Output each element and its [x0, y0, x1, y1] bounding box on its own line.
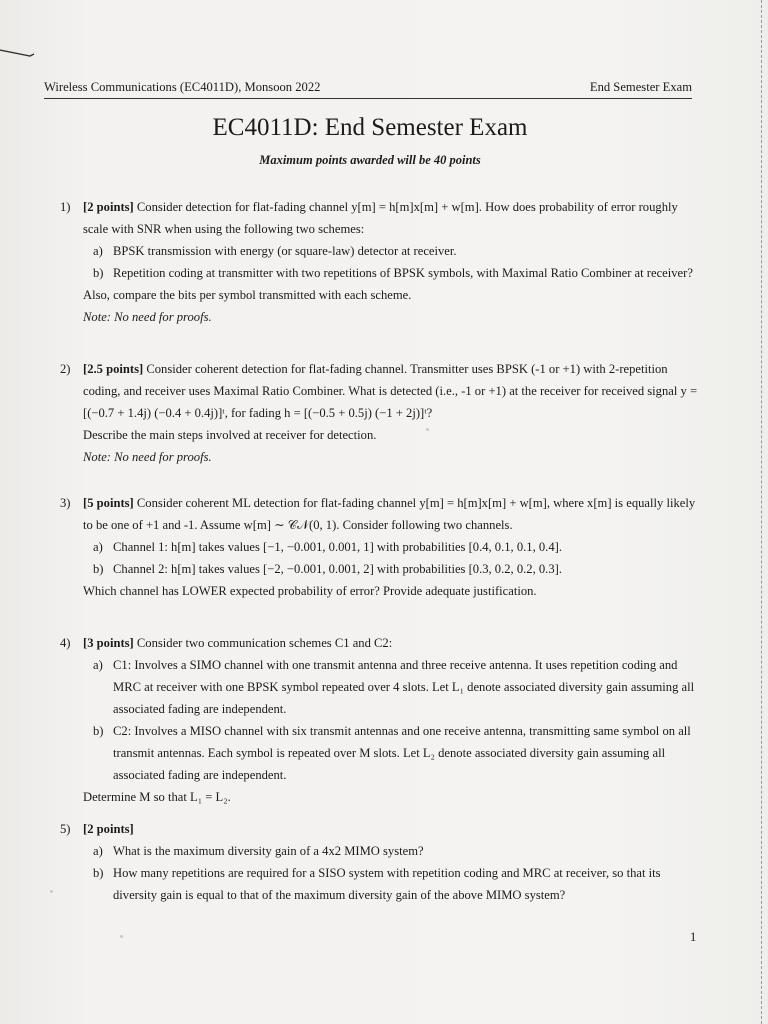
part-label: b): [93, 562, 104, 576]
question-trailing: Also, compare the bits per symbol transmitted with each scheme.: [83, 288, 412, 302]
question-part: [93, 720, 700, 786]
question-number: 5): [60, 822, 71, 836]
course-name: Wireless Communications (EC4011D), Monsoon 2022: [44, 80, 321, 94]
part-text: What is the maximum diversity gain of a 4x2 MIMO system?: [113, 844, 424, 858]
question-trailing: Which channel has LOWER expected probability of error? Provide adequate justification.: [83, 584, 537, 598]
exam-title: EC4011D: End Semester Exam: [212, 114, 528, 141]
part-text: BPSK transmission with energy (or square-law) detector at receiver.: [113, 244, 457, 258]
question-trailing: Describe the main steps involved at receiver for detection.: [83, 428, 377, 442]
question-text: Consider coherent detection for flat-fading channel. Transmitter uses BPSK (-1 or +1) with 2-repetition coding, and receiver uses Maximal Ratio Combiner. What is detected (i.e., -1 or +1) at the receiver for received signal y = [(−0.7 + 1.4j) (−0.4 + 0.4j)]ᵗ, for fading h = [(−0.5 + 0.5j) (−1 + 2j)]ᵗ?: [83, 362, 698, 420]
question-part: [93, 862, 700, 906]
question-points: [2 points]: [83, 200, 134, 214]
question-text: Consider two communication schemes C1 and C2:: [136, 636, 393, 650]
exam-subtitle: Maximum points awarded will be 40 points: [259, 153, 481, 167]
question-points: [2.5 points]: [83, 362, 144, 376]
part-text: Repetition coding at transmitter with two repetitions of BPSK symbols, with Maximal Ratio Combiner at receiver?: [113, 266, 693, 280]
paper-speck: [426, 428, 429, 431]
question-part: [93, 536, 700, 558]
question-text: Consider detection for flat-fading channel y[m] = h[m]x[m] + w[m]. How does probability of error roughly scale with SNR when using the following two schemes:: [83, 200, 678, 236]
part-label: a): [93, 540, 103, 554]
question-part: [93, 240, 700, 262]
paper-speck: [50, 890, 53, 893]
question-part: [93, 654, 700, 720]
question-4: [60, 632, 700, 808]
question-number: 3): [60, 496, 71, 510]
question-text: Consider coherent ML detection for flat-fading channel y[m] = h[m]x[m] + w[m], where x[m] is equally likely to be one of +1 and -1. Assume w[m] ∼ 𝒞𝒩(0, 1). Consider following two channels.: [83, 496, 696, 532]
part-label: b): [93, 866, 104, 880]
paper-speck: [120, 935, 123, 938]
question-3: [60, 492, 700, 602]
question-number: 4): [60, 636, 71, 650]
part-label: a): [93, 244, 103, 258]
part-text: How many repetitions are required for a SISO system with repetition coding and MRC at receiver, so that its diversity gain is equal to that of the maximum diversity gain of the above MIMO system?: [113, 866, 661, 902]
question-1: [60, 196, 700, 328]
part-label: a): [93, 844, 103, 858]
pen-stroke-mark: [0, 44, 40, 64]
question-points: [2 points]: [83, 822, 134, 836]
part-text: C2: Involves a MISO channel with six transmit antennas and one receive antenna, transmitting same symbol on all transmit antennas. Each symbol is repeated over M slots. Let L₂ denote associated diversity gain assuming all associated fading are independent.: [113, 724, 691, 782]
question-trailing: Determine M so that L₁ = L₂.: [83, 790, 231, 804]
question-number: 2): [60, 362, 71, 376]
part-label: b): [93, 266, 104, 280]
page-edge: [761, 0, 768, 1024]
exam-type: End Semester Exam: [589, 80, 692, 94]
running-header: [44, 80, 692, 99]
question-note: Note: No need for proofs.: [83, 310, 212, 324]
question-5: [60, 818, 700, 906]
question-points: [3 points]: [83, 636, 134, 650]
question-2: [60, 358, 700, 468]
question-points: [5 points]: [83, 496, 134, 510]
question-part: [93, 262, 700, 284]
question-part: [93, 558, 700, 580]
part-text: C1: Involves a SIMO channel with one transmit antenna and three receive antenna. It uses repetition coding and MRC at receiver with one BPSK symbol repeated over 4 slots. Let L₁ denote associated diversity gain assuming all associated fading are independent.: [113, 658, 695, 716]
page-number: 1: [690, 930, 697, 944]
part-label: b): [93, 724, 104, 738]
part-text: Channel 2: h[m] takes values [−2, −0.001, 0.001, 2] with probabilities [0.3, 0.2, 0.2, 0.3].: [113, 562, 562, 576]
question-number: 1): [60, 200, 71, 214]
question-part: [93, 840, 700, 862]
part-label: a): [93, 658, 103, 672]
question-note: Note: No need for proofs.: [83, 450, 212, 464]
part-text: Channel 1: h[m] takes values [−1, −0.001, 0.001, 1] with probabilities [0.4, 0.1, 0.1, 0.4].: [113, 540, 562, 554]
